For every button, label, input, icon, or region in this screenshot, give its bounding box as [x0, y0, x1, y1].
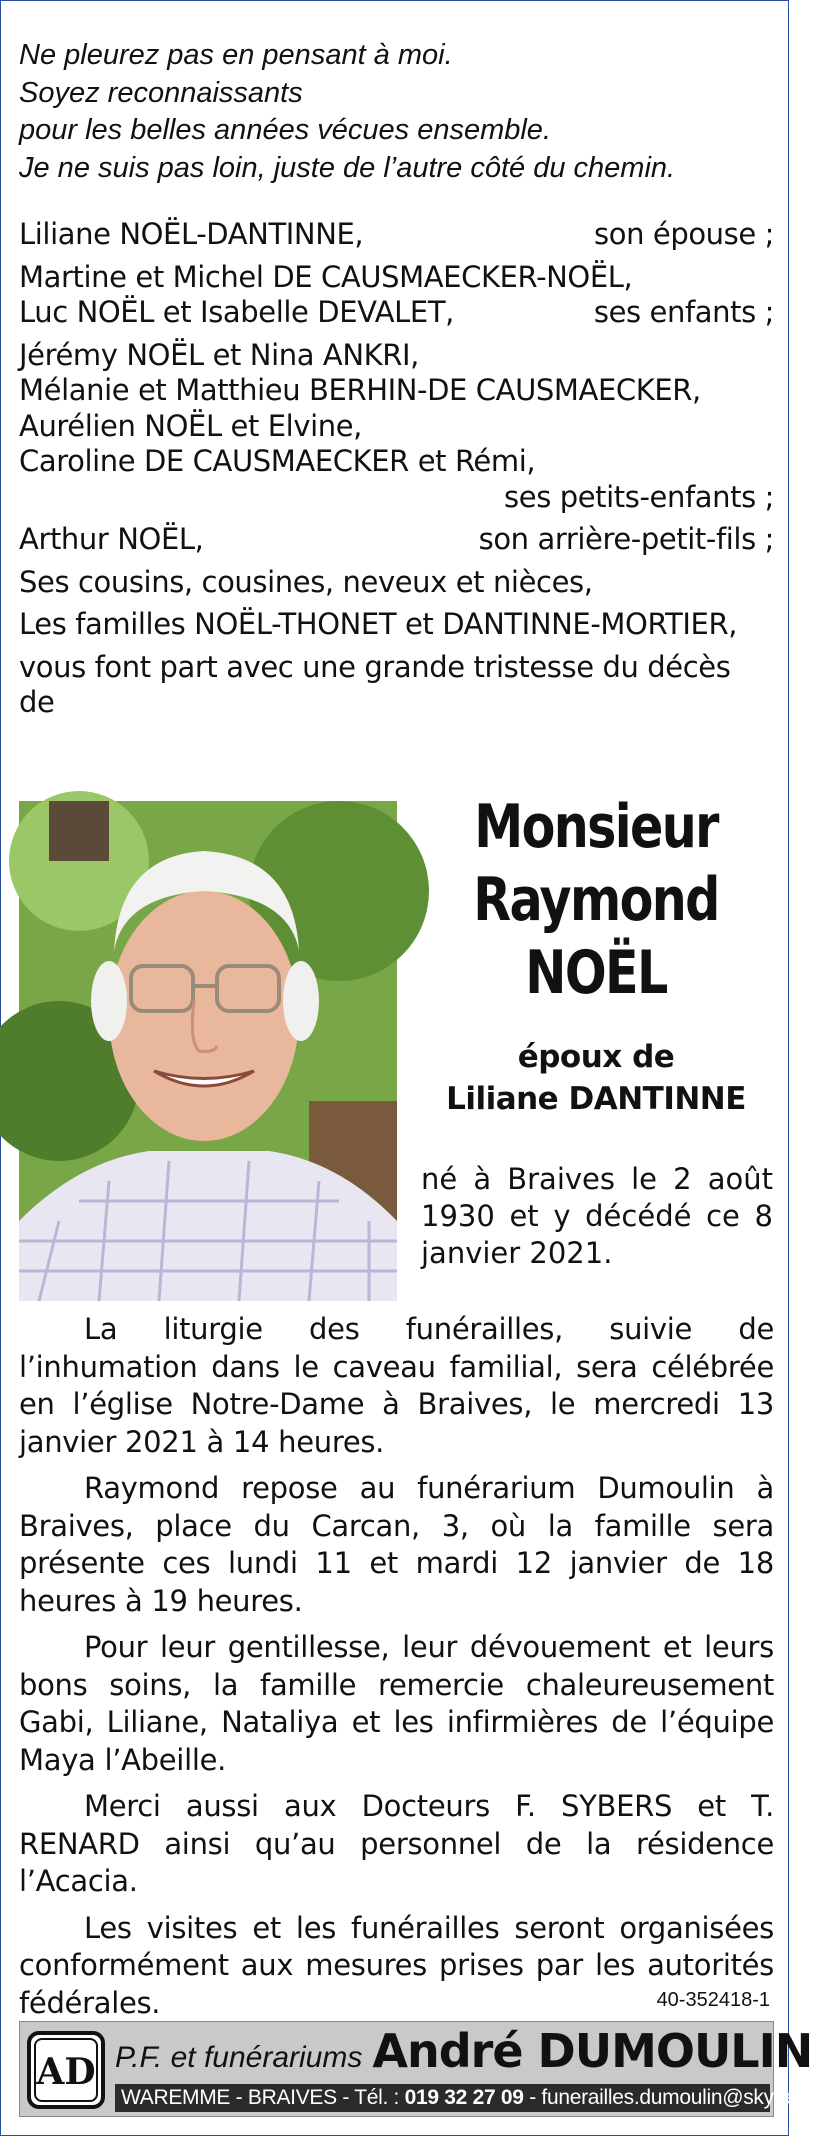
paragraph-funerarium: Raymond repose au funérarium Dumoulin à Braives, place du Carcan, 3, où la famille sera présente ces lundi 11 et mardi 12 janvier de 18 heures à 19 heures.	[19, 1471, 774, 1618]
reference-number: 40-352418-1	[656, 1989, 770, 2011]
deceased-first-name: Raymond	[473, 865, 719, 935]
family-rel-grandchildren: ses petits-enfants ;	[504, 479, 774, 514]
deceased-name-block	[411, 791, 781, 1120]
spouse-of-label: époux de	[517, 1039, 675, 1075]
ad-logo	[26, 2030, 106, 2110]
pf-label: P.F. et funérariums	[115, 2041, 363, 2074]
portrait-photo	[19, 801, 397, 1301]
birth-death-info: né à Braives le 2 août 1930 et y décédé ce 8 janvier 2021.	[421, 1162, 773, 1270]
poem-line: Ne pleurez pas en pensant à moi.	[19, 39, 453, 71]
deceased-last-name: NOËL	[525, 938, 667, 1008]
family-line: Ses cousins, cousines, neveux et nièces,	[19, 564, 593, 599]
family-line: Aurélien NOËL et Elvine,	[19, 408, 362, 443]
poem-line: pour les belles années vécues ensemble.	[19, 114, 551, 146]
company-name: André DUMOULIN	[372, 2024, 813, 2078]
family-line: Jérémy NOËL et Nina ANKRI,	[19, 337, 419, 372]
paragraph-doctors: Merci aussi aux Docteurs F. SYBERS et T. RENARD ainsi qu’au personnel de la résidence l’Acacia.	[19, 1789, 774, 1898]
announcement-line: de	[19, 685, 55, 719]
spouse-name: Liliane DANTINNE	[446, 1081, 746, 1117]
family-row-great-grandchild: Arthur NOËL, son arrière-petit-fils ;	[19, 522, 774, 556]
family-row-children: Luc NOËL et Isabelle DEVALET, ses enfants ;	[19, 295, 774, 329]
announcement-line: vous font part avec une grande tristesse du décès	[19, 649, 731, 684]
family-list	[19, 217, 774, 721]
family-row-spouse: Liliane NOËL-DANTINNE, son épouse ;	[19, 217, 774, 251]
family-line: Les familles NOËL-THONET et DANTINNE-MORTIER,	[19, 607, 738, 641]
announcement-body	[19, 1311, 774, 2031]
poem	[19, 37, 779, 187]
family-line: Caroline DE CAUSMAECKER et Rémi,	[19, 444, 536, 478]
locations: WAREMME - BRAIVES - Tél. :	[121, 2086, 400, 2109]
poem-line: Soyez reconnaissants	[19, 76, 303, 109]
footer-title	[115, 2024, 813, 2078]
family-line: Mélanie et Matthieu BERHIN-DE CAUSMAECKER,	[19, 373, 701, 407]
family-line: Martine et Michel DE CAUSMAECKER-NOËL,	[19, 259, 633, 294]
funeral-home-footer	[19, 2021, 830, 2117]
paragraph-liturgy: La liturgie des funérailles, suivie de l’inhumation dans le caveau familial, sera célébrée en l’église Notre-Dame à Braives, le mercredi 13 janvier 2021 à 14 heures.	[19, 1312, 774, 1459]
email-address[interactable]: - funerailles.dumoulin@skynet.be	[529, 2086, 830, 2109]
paragraph-thanks: Pour leur gentillesse, leur dévouement et leurs bons soins, la famille remercie chaleureusement Gabi, Liliane, Nataliya et les infirmières de l’équipe Maya l’Abeille.	[19, 1630, 774, 1777]
poem-line: Je ne suis pas loin, juste de l’autre côté du chemin.	[19, 151, 676, 184]
contact-bar	[115, 2084, 830, 2112]
phone-number[interactable]: 019 32 27 09	[404, 2086, 524, 2109]
logo-text: AD	[36, 2051, 96, 2093]
paragraph-visits: Les visites et les funérailles seront organisées conformément aux mesures prises par les autorités fédérales.	[19, 1910, 774, 2020]
deceased-title: Monsieur	[474, 792, 718, 862]
